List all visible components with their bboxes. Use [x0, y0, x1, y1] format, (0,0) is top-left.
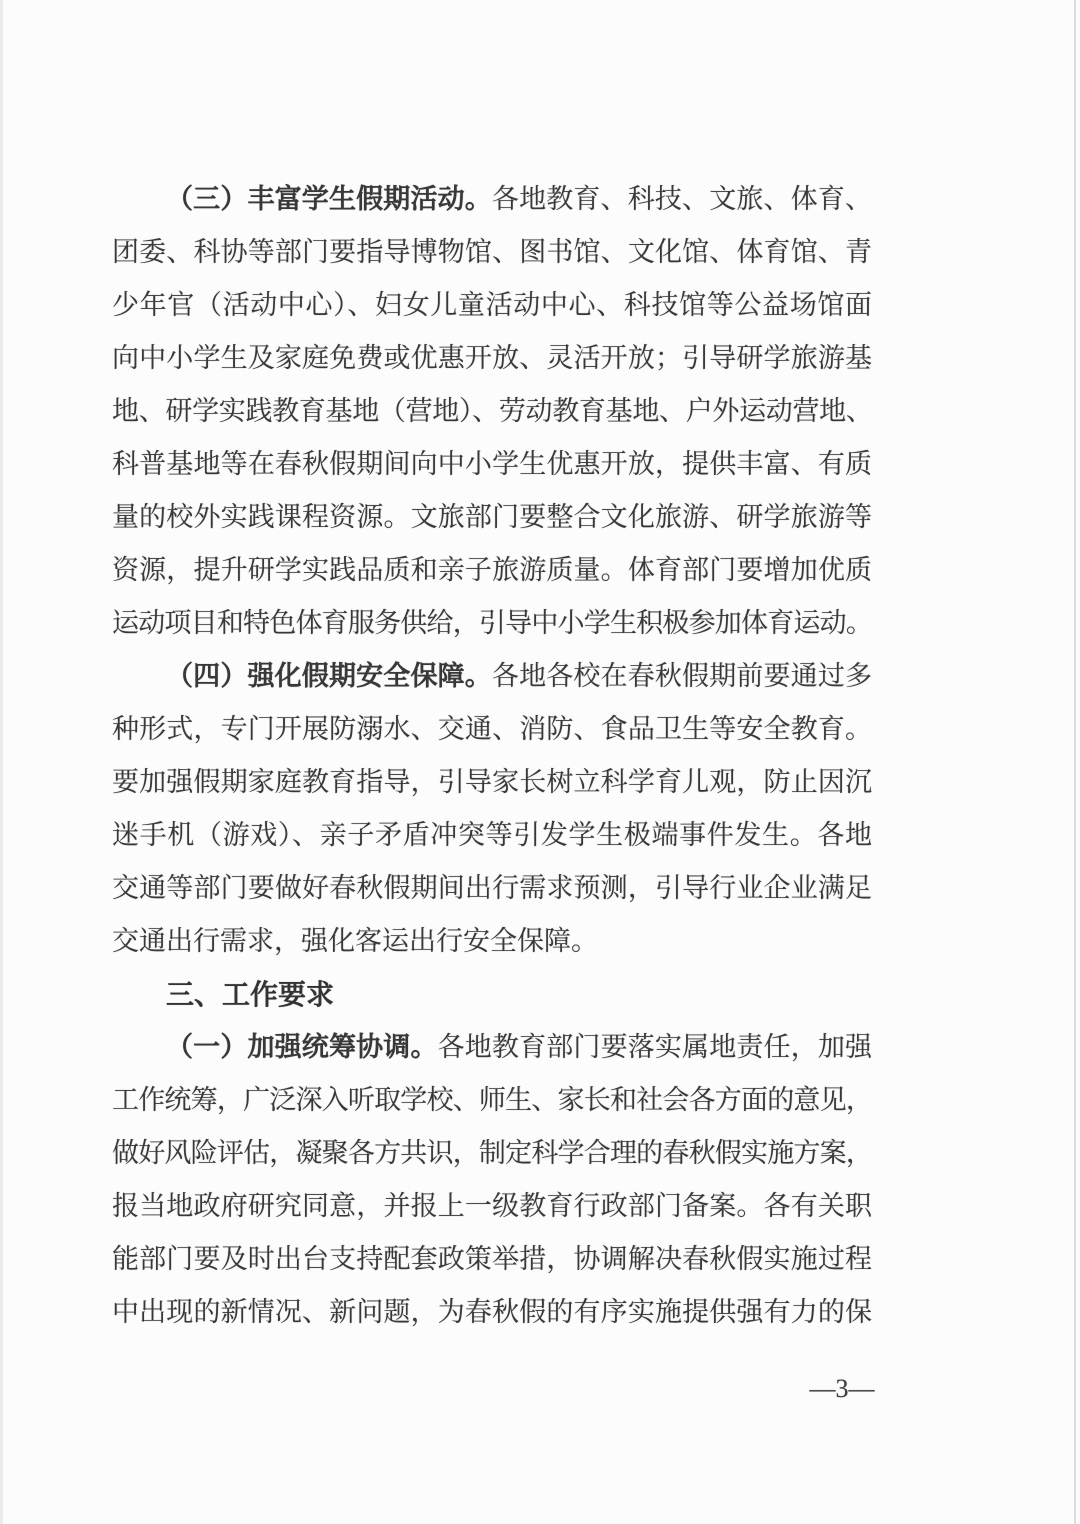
paragraph-line	[112, 809, 872, 862]
paragraph-line	[112, 385, 872, 438]
paragraph-line	[112, 1127, 872, 1180]
paragraph-line	[112, 1180, 872, 1233]
page-number: —3—	[809, 1374, 875, 1403]
section-heading	[112, 968, 872, 1021]
paragraph-lead-text: （四）强化假期安全保障。	[166, 661, 492, 691]
section-heading-text: 三、工作要求	[166, 979, 335, 1010]
line-text: 少年官（活动中心）、妇女儿童活动中心、科技馆等公益场馆面	[112, 290, 872, 320]
scan-right-edge	[1074, 0, 1076, 1524]
paragraph-line	[112, 862, 872, 915]
paragraph-line	[112, 544, 872, 597]
line-text: 能部门要及时出台支持配套政策举措，协调解决春秋假实施过程	[112, 1244, 872, 1274]
line-text: 要加强假期家庭教育指导，引导家长树立科学育儿观，防止因沉	[112, 767, 872, 797]
line-text: 量的校外实践课程资源。文旅部门要整合文化旅游、研学旅游等	[112, 502, 872, 532]
line-text: 团委、科协等部门要指导博物馆、图书馆、文化馆、体育馆、青	[112, 237, 872, 267]
scan-left-edge	[0, 0, 3, 1524]
line-text: 地、研学实践教育基地（营地）、劳动教育基地、户外运动营地、	[112, 396, 872, 426]
line-text: 各地教育、科技、文旅、体育、	[491, 184, 873, 214]
line-text: 科普基地等在春秋假期间向中小学生优惠开放，提供丰富、有质	[112, 449, 872, 479]
paragraph-line	[112, 438, 872, 491]
paragraph-line	[112, 491, 872, 544]
paragraph-line	[112, 1286, 872, 1339]
paragraph-lead-text: （三）丰富学生假期活动。	[166, 184, 492, 214]
line-text: 各地各校在春秋假期前要通过多	[491, 661, 873, 691]
line-text: 工作统筹，广泛深入听取学校、师生、家长和社会各方面的意见，	[112, 1085, 872, 1115]
line-text: 种形式，专门开展防溺水、交通、消防、食品卫生等安全教育。	[112, 714, 872, 744]
paragraph-line	[112, 915, 872, 968]
paragraph-line	[112, 1233, 872, 1286]
line-text: 各地教育部门要落实属地责任，加强	[437, 1032, 873, 1062]
paragraph-line	[112, 650, 872, 703]
paragraph-line	[112, 756, 872, 809]
paragraph-line	[112, 703, 872, 756]
line-text: 运动项目和特色体育服务供给，引导中小学生积极参加体育运动。	[112, 608, 872, 638]
paragraph-line	[112, 1074, 872, 1127]
line-text: 迷手机（游戏）、亲子矛盾冲突等引发学生极端事件发生。各地	[112, 820, 872, 850]
document-body	[112, 173, 872, 1339]
paragraph-line	[112, 173, 872, 226]
line-text: 向中小学生及家庭免费或优惠开放、灵活开放；引导研学旅游基	[112, 343, 872, 373]
paragraph-line	[112, 332, 872, 385]
paragraph-line	[112, 279, 872, 332]
line-text: 做好风险评估，凝聚各方共识，制定科学合理的春秋假实施方案，	[112, 1138, 872, 1168]
line-text: 中出现的新情况、新问题，为春秋假的有序实施提供强有力的保	[112, 1297, 872, 1327]
paragraph-line	[112, 1021, 872, 1074]
line-text: 报当地政府研究同意，并报上一级教育行政部门备案。各有关职	[112, 1191, 872, 1221]
paragraph-line	[112, 226, 872, 279]
paragraph-line	[112, 597, 872, 650]
line-text: 资源，提升研学实践品质和亲子旅游质量。体育部门要增加优质	[112, 555, 872, 585]
line-text: 交通等部门要做好春秋假期间出行需求预测，引导行业企业满足	[112, 873, 872, 903]
line-text: 交通出行需求，强化客运出行安全保障。	[112, 926, 598, 956]
paragraph-lead-text: （一）加强统筹协调。	[166, 1032, 438, 1062]
